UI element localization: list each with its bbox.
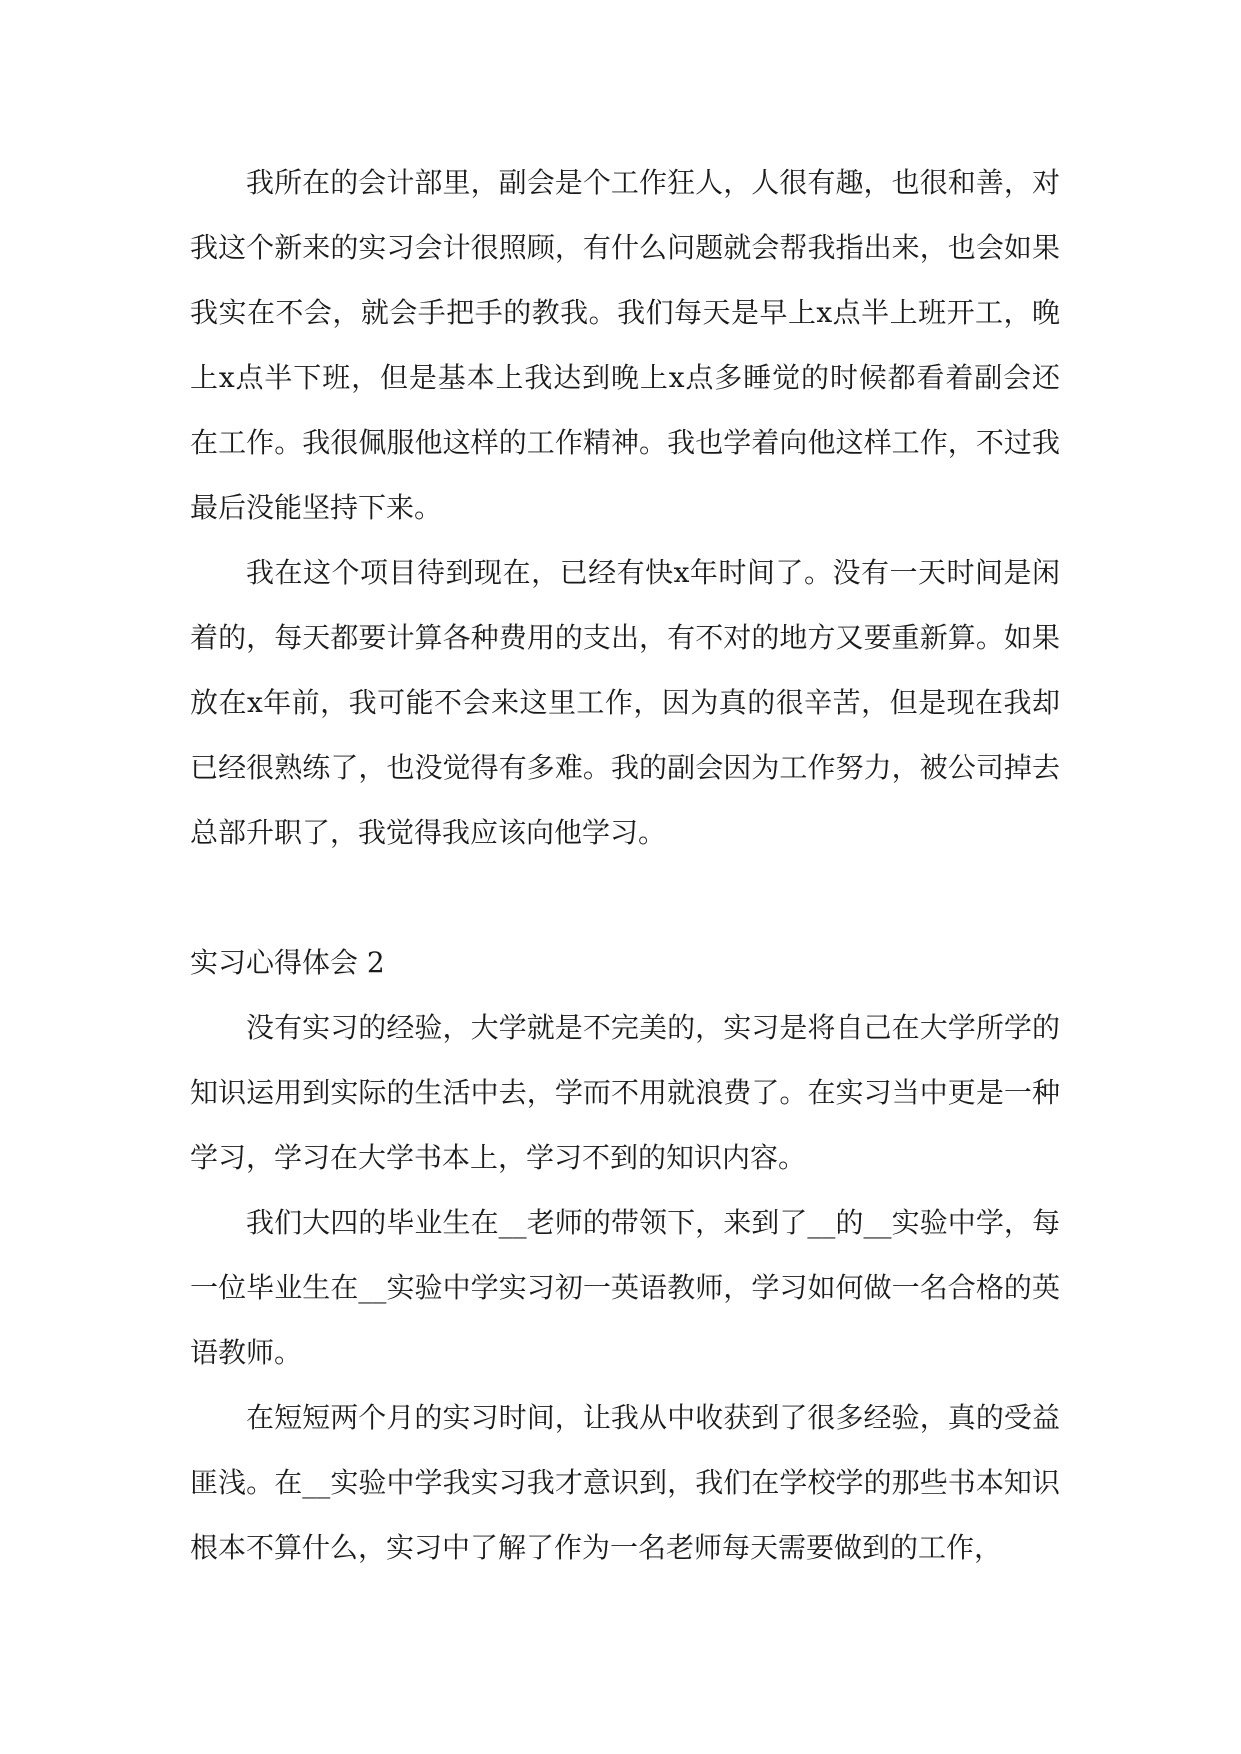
section-gap xyxy=(190,865,1060,930)
document-page xyxy=(190,150,1060,1580)
paragraph-4: 我们大四的毕业生在__老师的带领下，来到了__的__实验中学，每一位毕业生在__实验中学实习初一英语教师，学习如何做一名合格的英语教师。 xyxy=(190,1206,1060,1369)
paragraph-1: 我所在的会计部里，副会是个工作狂人，人很有趣，也很和善，对我这个新来的实习会计很照顾，有什么问题就会帮我指出来，也会如果我实在不会，就会手把手的教我。我们每天是早上x点半上班开工，晚上x点半下班，但是基本上我达到晚上x点多睡觉的时候都看着副会还在工作。我很佩服他这样的工作精神。我也学着向他这样工作，不过我最后没能坚持下来。 xyxy=(190,166,1060,524)
section-title: 实习心得体会 2 xyxy=(190,946,385,979)
paragraph-3: 没有实习的经验，大学就是不完美的，实习是将自己在大学所学的知识运用到实际的生活中去，学而不用就浪费了。在实习当中更是一种学习，学习在大学书本上，学习不到的知识内容。 xyxy=(190,1011,1060,1174)
paragraph-2: 我在这个项目待到现在，已经有快x年时间了。没有一天时间是闲着的，每天都要计算各种费用的支出，有不对的地方又要重新算。如果放在x年前，我可能不会来这里工作，因为真的很辛苦，但是现在我却已经很熟练了，也没觉得有多难。我的副会因为工作努力，被公司掉去总部升职了，我觉得我应该向他学习。 xyxy=(190,556,1060,849)
paragraph-5: 在短短两个月的实习时间，让我从中收获到了很多经验，真的受益匪浅。在__实验中学我实习我才意识到，我们在学校学的那些书本知识根本不算什么，实习中了解了作为一名老师每天需要做到的工作， xyxy=(190,1401,1060,1564)
